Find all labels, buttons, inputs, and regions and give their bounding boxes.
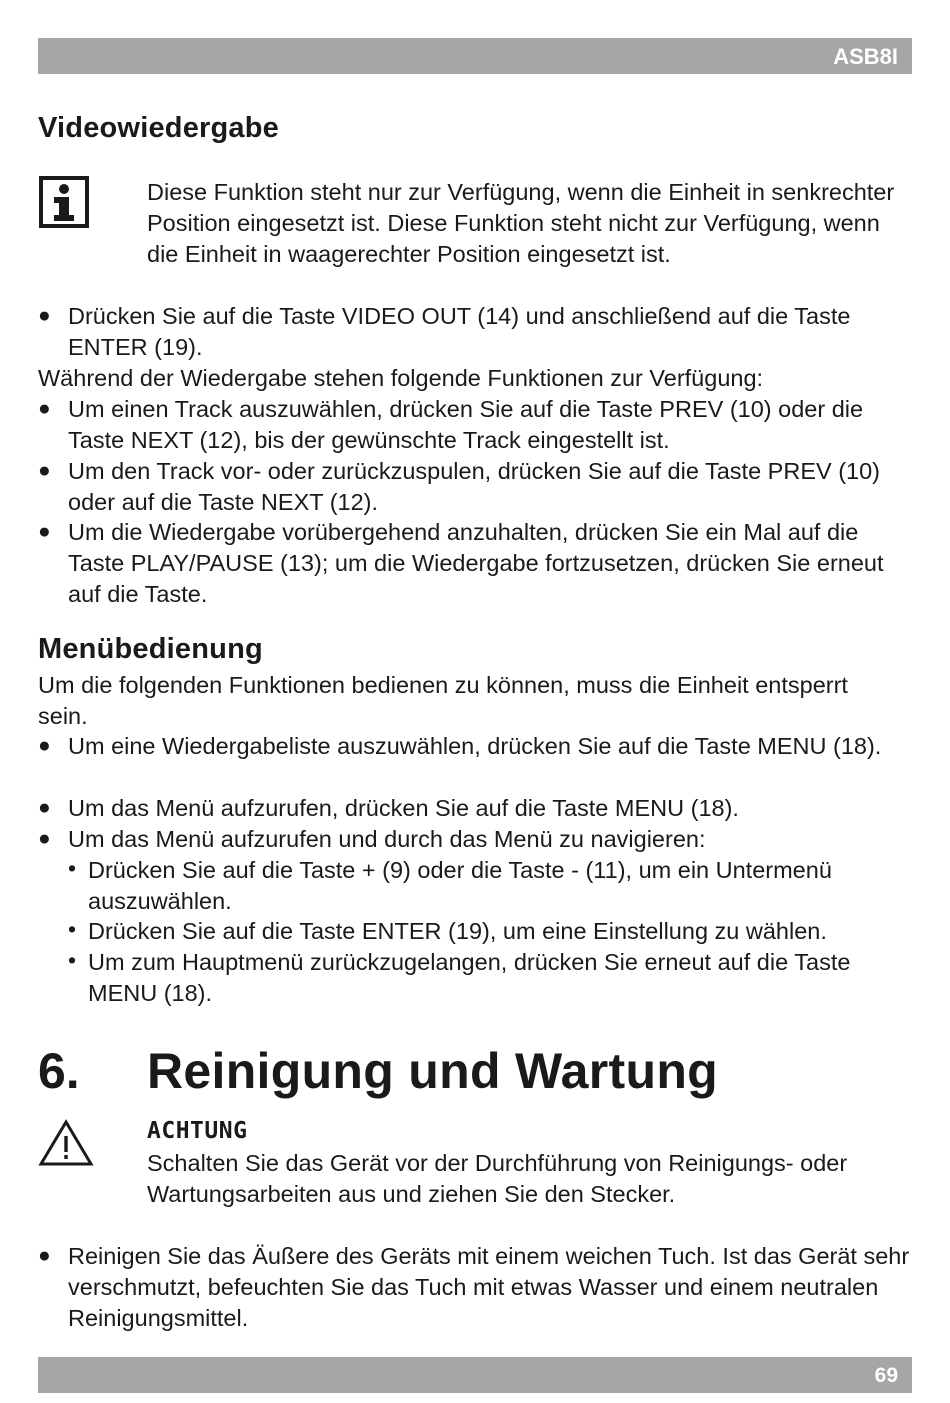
list-item-text: Um die Wiedergabe vorübergehend anzuhalten, drücken Sie ein Mal auf die Taste PLAY/PAUSE (13); um die Wiedergabe fortzusetzen, drücken Sie erneut auf die Taste.	[68, 519, 884, 607]
list-item	[38, 394, 918, 456]
sub-list-item-text: Um zum Hauptmenü zurückzugelangen, drücken Sie erneut auf die Taste MENU (18).	[88, 949, 851, 1006]
chapter-number: 6.	[38, 1043, 80, 1099]
footer-bar	[38, 1357, 912, 1393]
bullet-marker: ●	[38, 734, 51, 757]
list-item-text: Um den Track vor- oder zurückzuspulen, drücken Sie auf die Taste PREV (10) oder auf die Taste NEXT (12).	[68, 458, 881, 515]
list-item	[38, 301, 918, 363]
page-number: 69	[874, 1364, 898, 1387]
sub-bullet-marker: •	[68, 855, 77, 881]
warning-triangle-icon	[38, 1118, 94, 1168]
section-heading-menu: Menübedienung	[38, 633, 263, 665]
list-item-text: Drücken Sie auf die Taste VIDEO OUT (14) und anschließend auf die Taste ENTER (19).	[68, 303, 851, 360]
warning-title: ACHTUNG	[147, 1118, 248, 1144]
sub-list-item-text: Drücken Sie auf die Taste ENTER (19), um eine Einstellung zu wählen.	[88, 918, 827, 944]
bullet-marker: ●	[38, 304, 51, 327]
list-item-text: Um das Menü aufzurufen, drücken Sie auf die Taste MENU (18).	[68, 795, 739, 821]
sub-list-item-text: Drücken Sie auf die Taste + (9) oder die Taste - (11), um ein Untermenü auszuwählen.	[88, 857, 832, 914]
info-note: Diese Funktion steht nur zur Verfügung, wenn die Einheit in senkrechter Position eingesetzt ist. Diese Funktion steht nicht zur Verfügung, wenn die Einheit in waagerechter Position eingesetzt ist.	[147, 179, 895, 267]
sub-list-item	[68, 947, 918, 1009]
list-item	[38, 793, 918, 824]
list-item-text: Um eine Wiedergabeliste auszuwählen, drücken Sie auf die Taste MENU (18).	[68, 733, 882, 759]
paragraph: Um die folgenden Funktionen bedienen zu können, muss die Einheit entsperrt sein.	[38, 672, 848, 729]
list-item	[38, 456, 918, 518]
section-heading-video: Videowiedergabe	[38, 112, 279, 144]
sub-bullet-marker: •	[68, 947, 77, 973]
list-item	[38, 824, 918, 855]
warning-text: Schalten Sie das Gerät vor der Durchführung von Reinigungs- oder Wartungsarbeiten aus und ziehen Sie den Stecker.	[147, 1150, 848, 1207]
chapter-title: Reinigung und Wartung	[147, 1043, 718, 1099]
list-item	[38, 1241, 918, 1334]
bullet-marker: ●	[38, 520, 51, 543]
header-bar	[38, 38, 912, 74]
list-item	[38, 731, 918, 793]
paragraph: Während der Wiedergabe stehen folgende Funktionen zur Verfügung:	[38, 365, 764, 391]
list-item-text: Reinigen Sie das Äußere des Geräts mit einem weichen Tuch. Ist das Gerät sehr verschmutzt, befeuchten Sie das Tuch mit etwas Wasser und einem neutralen Reinigungsmittel.	[68, 1243, 910, 1331]
sub-list-item	[68, 916, 918, 947]
list-item-text: Um das Menü aufzurufen und durch das Menü zu navigieren:	[68, 826, 706, 852]
info-icon	[39, 176, 89, 228]
bullet-marker: ●	[38, 796, 51, 819]
bullet-marker: ●	[38, 397, 51, 420]
bullet-marker: ●	[38, 459, 51, 482]
list-item	[38, 517, 918, 610]
model-label: ASB8I	[833, 44, 898, 69]
list-item-text: Um einen Track auszuwählen, drücken Sie auf die Taste PREV (10) oder die Taste NEXT (12), bis der gewünschte Track eingestellt ist.	[68, 396, 864, 453]
bullet-marker: ●	[38, 827, 51, 850]
bullet-marker: ●	[38, 1244, 51, 1267]
sub-list-item	[68, 855, 918, 917]
sub-bullet-marker: •	[68, 916, 77, 942]
